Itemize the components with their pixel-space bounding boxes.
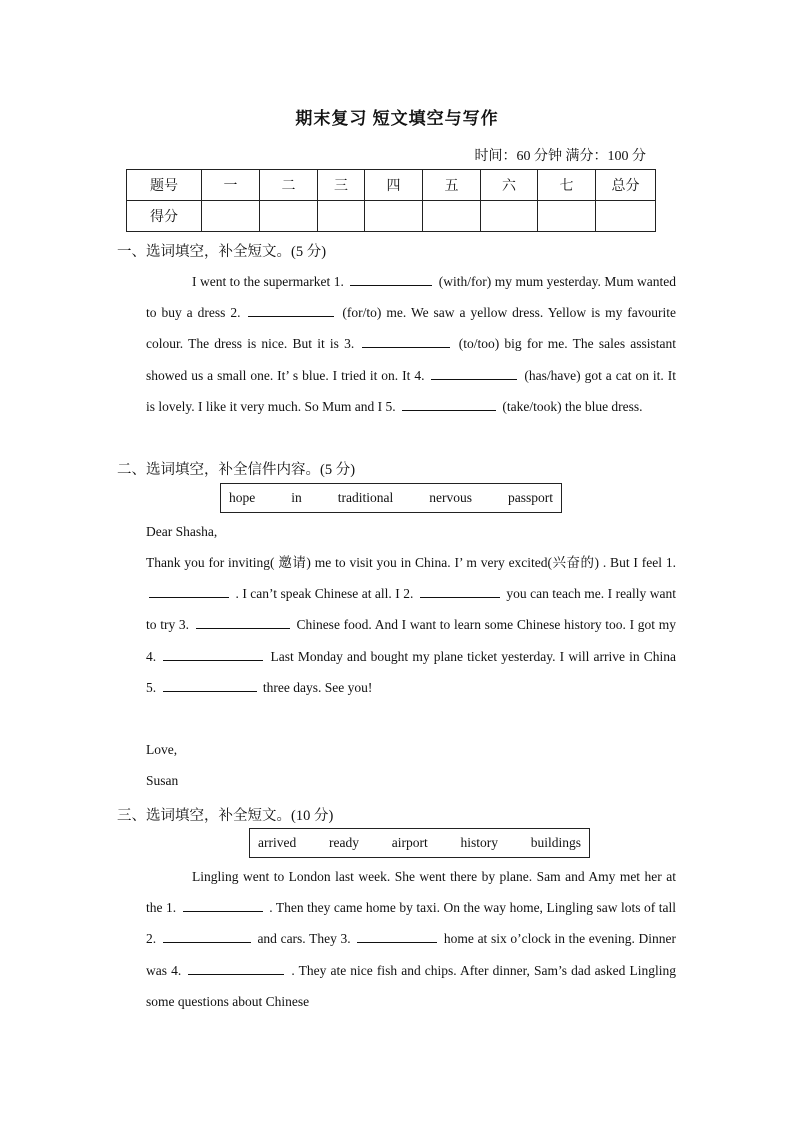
letter-greeting: Dear Shasha, <box>146 524 218 539</box>
section1-text <box>146 266 676 422</box>
answer-blank-3[interactable] <box>362 332 450 348</box>
letter-signature: Susan <box>146 773 179 788</box>
text-segment: . They ate nice fish and chips. After dinner, Sam’s dad asked Lingling some questions about Chinese <box>146 962 677 1009</box>
answer-blank-3[interactable] <box>196 613 290 629</box>
word-option: in <box>291 490 302 505</box>
answer-blank-2[interactable] <box>248 301 334 317</box>
score-table <box>126 169 656 232</box>
word-option: nervous <box>429 490 472 505</box>
section2-heading: 二、选词填空，补全信件内容。(5 分) <box>117 462 356 478</box>
text-segment: Thank you for inviting( 邀请) me to visit you in China. I’ m very excited(兴奋的) . But I feel 1. <box>146 555 676 570</box>
section2-word-box <box>220 483 562 513</box>
text-segment: Last Monday and bought my plane ticket yesterday. I will arrive in China 5. <box>146 648 677 695</box>
answer-blank-3[interactable] <box>357 927 437 943</box>
score-table-score-row <box>127 201 656 232</box>
word-option: history <box>460 835 498 850</box>
section2-text <box>146 547 676 703</box>
answer-blank-4[interactable] <box>188 959 284 975</box>
score-cell[interactable] <box>318 201 365 232</box>
answer-blank-1[interactable] <box>350 270 432 286</box>
word-option: passport <box>508 490 553 505</box>
text-segment: (has/have) got a cat on it. It is lovely. I like it very much. So Mum and I 5. <box>146 367 677 414</box>
score-cell[interactable] <box>260 201 318 232</box>
section3-heading: 三、选词填空，补全短文。(10 分) <box>117 808 334 824</box>
text-segment: I went to the supermarket 1. <box>192 274 344 289</box>
letter-closing: Love, <box>146 742 178 757</box>
text-segment: (take/took) the blue dress. <box>502 398 643 414</box>
text-segment: (for/to) me. We saw a yellow dress. Yellow is my favourite colour. The dress is nice. But it is 3. <box>146 305 677 352</box>
header-cell: 一 <box>202 170 260 201</box>
answer-blank-4[interactable] <box>431 364 517 380</box>
section3-word-box <box>249 828 590 858</box>
score-cell[interactable] <box>365 201 423 232</box>
text-segment: (with/for) my mum yesterday. Mum wanted to buy a dress 2. <box>146 274 677 321</box>
header-cell: 二 <box>260 170 318 201</box>
header-cell: 总分 <box>596 170 656 201</box>
text-segment: three days. See you! <box>262 679 373 695</box>
word-option: buildings <box>530 835 581 850</box>
answer-blank-2[interactable] <box>163 927 251 943</box>
section3-text <box>146 861 676 1017</box>
row-label: 得分 <box>127 201 202 232</box>
header-cell: 四 <box>365 170 423 201</box>
text-segment: . I can’t speak Chinese at all. I 2. <box>235 586 414 602</box>
time-and-score-info: 时间：60 分钟 满分：100 分 <box>474 149 646 164</box>
text-segment: (to/too) big for me. The sales assistant showed us a small one. It’ s blue. I tried it on. It 4. <box>146 336 677 383</box>
header-cell: 题号 <box>127 170 202 201</box>
score-cell[interactable] <box>481 201 538 232</box>
header-cell: 五 <box>423 170 481 201</box>
answer-blank-2[interactable] <box>420 582 500 598</box>
score-cell[interactable] <box>202 201 260 232</box>
answer-blank-5[interactable] <box>163 676 257 692</box>
word-option: airport <box>391 835 428 850</box>
header-cell: 三 <box>318 170 365 201</box>
section1-passage <box>146 266 676 422</box>
text-segment: home at six o’clock in the evening. Dinner was 4. <box>146 931 677 978</box>
section2-letter-body <box>146 547 676 703</box>
answer-blank-1[interactable] <box>149 582 229 598</box>
answer-blank-1[interactable] <box>183 896 263 912</box>
text-segment: . Then they came home by taxi. On the way home, Lingling saw lots of tall 2. <box>146 900 677 947</box>
section1-heading: 一、选词填空，补全短文。(5 分) <box>117 244 327 260</box>
word-option: traditional <box>337 490 394 505</box>
answer-blank-4[interactable] <box>163 645 263 661</box>
header-cell: 七 <box>538 170 596 201</box>
score-cell[interactable] <box>596 201 656 232</box>
word-option: hope <box>229 490 256 505</box>
page-title: 期末复习 短文填空与写作 <box>295 109 499 128</box>
answer-blank-5[interactable] <box>402 395 496 411</box>
header-cell: 六 <box>481 170 538 201</box>
text-segment: and cars. They 3. <box>257 931 351 947</box>
text-segment: Chinese food. And I want to learn some Chinese history too. I got my 4. <box>146 617 677 664</box>
section3-passage <box>146 861 676 1017</box>
text-segment: you can teach me. I really want to try 3. <box>146 586 677 633</box>
word-option: ready <box>328 835 359 850</box>
word-option: arrived <box>258 835 297 850</box>
score-cell[interactable] <box>423 201 481 232</box>
score-table-header-row <box>127 170 656 201</box>
text-segment: Lingling went to London last week. She went there by plane. Sam and Amy met her at the 1. <box>146 869 676 916</box>
score-cell[interactable] <box>538 201 596 232</box>
